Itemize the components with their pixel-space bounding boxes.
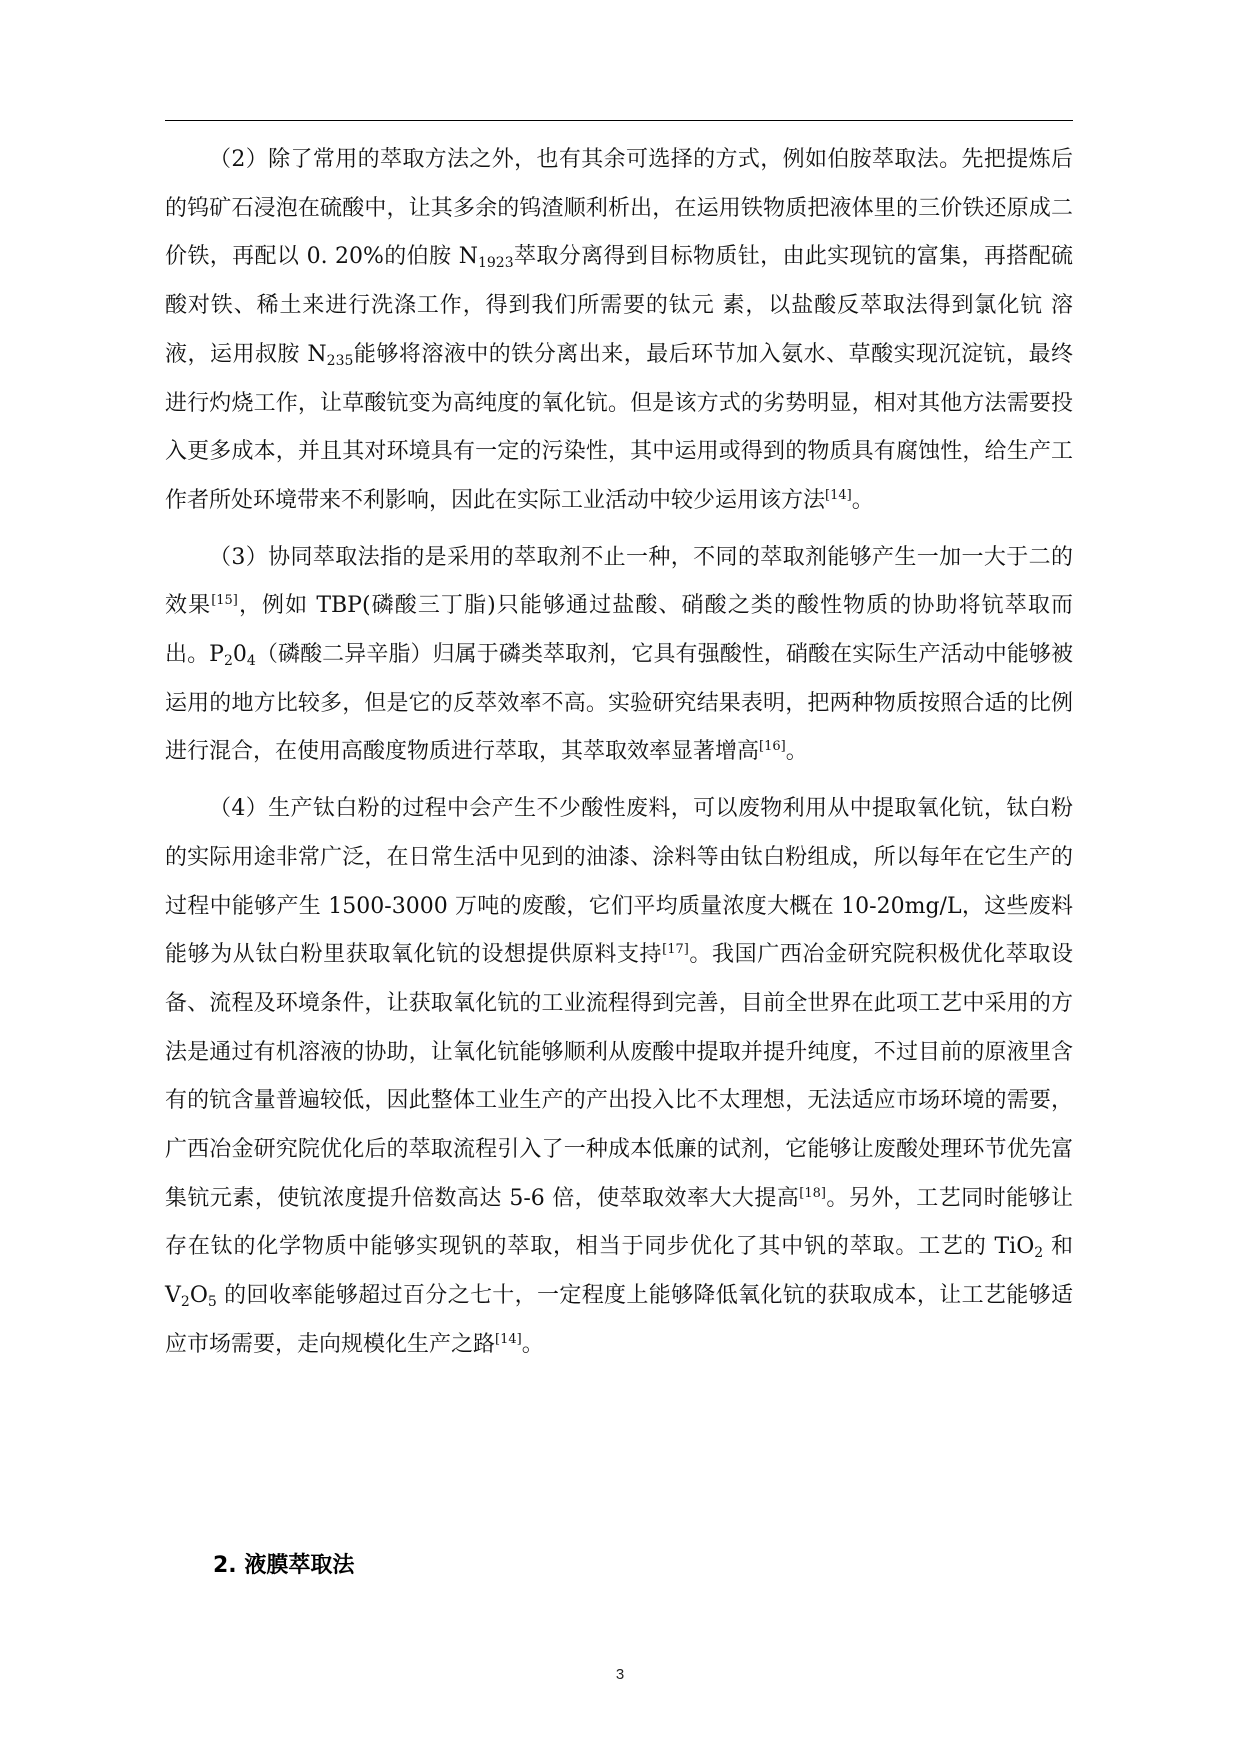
text-run: 。 — [851, 487, 874, 513]
paragraph-4 — [165, 785, 1073, 1369]
subscript: 2 — [180, 1294, 190, 1311]
subscript: 5 — [207, 1294, 217, 1311]
citation-ref: [16] — [759, 739, 786, 755]
paragraph-2 — [165, 136, 1073, 526]
body-text — [165, 136, 1073, 1370]
subscript: 235 — [326, 352, 354, 369]
citation-ref: [17] — [662, 942, 689, 958]
text-run: ，例如 TBP(磷酸三丁脂)只能够通过盐酸、硝酸之类的酸性物质的协助将钪萃取而出。P — [165, 593, 1073, 668]
citation-ref: [15] — [211, 593, 238, 609]
text-run: （4）生产钛白粉的过程中会产生不少酸性废料，可以废物利用从中提取氧化钪，钛白粉的实际用途非常广泛，在日常生活中见到的油漆、涂料等由钛白粉组成，所以每年在它生产的过程中能够产生 1500-3000 万吨的废酸，它们平均质量浓度大概在 10-20mg/L，这些废料能够为从钛白粉里获取氧化钪的设想提供原料支持 — [165, 796, 1073, 968]
subscript: 4 — [246, 653, 256, 670]
section-heading: 2. 液膜萃取法 — [213, 1553, 355, 1578]
citation-ref: [18] — [799, 1185, 826, 1201]
text-run: 和 V — [165, 1234, 1073, 1309]
subscript: 2 — [223, 653, 233, 670]
text-run: 的回收率能够超过百分之七十，一定程度上能够降低氧化钪的获取成本，让工艺能够适应市场需要，走向规模化生产之路 — [165, 1283, 1073, 1357]
header-rule — [165, 120, 1073, 121]
text-run: （磷酸二异辛脂）归属于磷类萃取剂，它具有强酸性，硝酸在实际生产活动中能够被运用的地方比较多，但是它的反萃效率不高。实验研究结果表明，把两种物质按照合适的比例进行混合，在使用高酸度物质进行萃取，其萃取效率显著增高 — [165, 642, 1073, 765]
text-run: 能够将溶液中的铁分离出来，最后环节加入氨水、草酸实现沉淀钪，最终进行灼烧工作，让草酸钪变为高纯度的氧化钪。但是该方式的劣势明显，相对其他方法需要投入更多成本，并且其对环境具有一定的污染性，其中运用或得到的物质具有腐蚀性，给生产工作者所处环境带来不利影响，因此在实际工业活动中较少运用该方法 — [165, 341, 1073, 513]
text-run: 。 — [785, 739, 808, 765]
text-run: 萃取分离得到目标物质钍，由此实现钪的富集，再搭配硫酸对铁、稀土来进行洗涤工作，得到我们所需要的钛元 素，以盐酸反萃取法得到氯化钪 溶液，运用叔胺 N — [165, 244, 1073, 367]
text-run: （2）除了常用的萃取方法之外，也有其余可选择的方式，例如伯胺萃取法。先把提炼后的钨矿石浸泡在硫酸中，让其多余的钨渣顺利析出，在运用铁物质把液体里的三价铁还原成二价铁，再配以 0. 20%的伯胺 N — [165, 147, 1073, 270]
text-run: 。我国广西冶金研究院积极优化萃取设备、流程及环境条件，让获取氧化钪的工业流程得到完善，目前全世界在此项工艺中采用的方法是通过有机溶液的协助，让氧化钪能够顺利从废酸中提取并提升纯度，不过目前的原液里含有的钪含量普遍较低，因此整体工业生产的产出投入比不太理想，无法适应市场环境的需要，广西冶金研究院优化后的萃取流程引入了一种成本低廉的试剂，它能够让废酸处理环节优先富集钪元素，使钪浓度提升倍数高达 5-6 倍，使萃取效率大大提高 — [165, 942, 1073, 1211]
text-run: 。另外，工艺同时能够让存在钛的化学物质中能够实现钒的萃取，相当于同步优化了其中钒的萃取。工艺的 TiO — [165, 1185, 1073, 1260]
text-run: （3）协同萃取法指的是采用的萃取剂不止一种，不同的萃取剂能够产生一加一大于二的效果 — [165, 544, 1073, 619]
citation-ref: [14] — [825, 487, 852, 503]
subscript: 1923 — [477, 255, 514, 272]
citation-ref: [14] — [495, 1331, 522, 1347]
text-run: 0 — [232, 642, 247, 668]
paragraph-3 — [165, 534, 1073, 778]
page-number: 3 — [615, 1666, 625, 1683]
text-run: O — [189, 1283, 208, 1309]
subscript: 2 — [1034, 1245, 1044, 1262]
text-run: 。 — [521, 1331, 544, 1357]
